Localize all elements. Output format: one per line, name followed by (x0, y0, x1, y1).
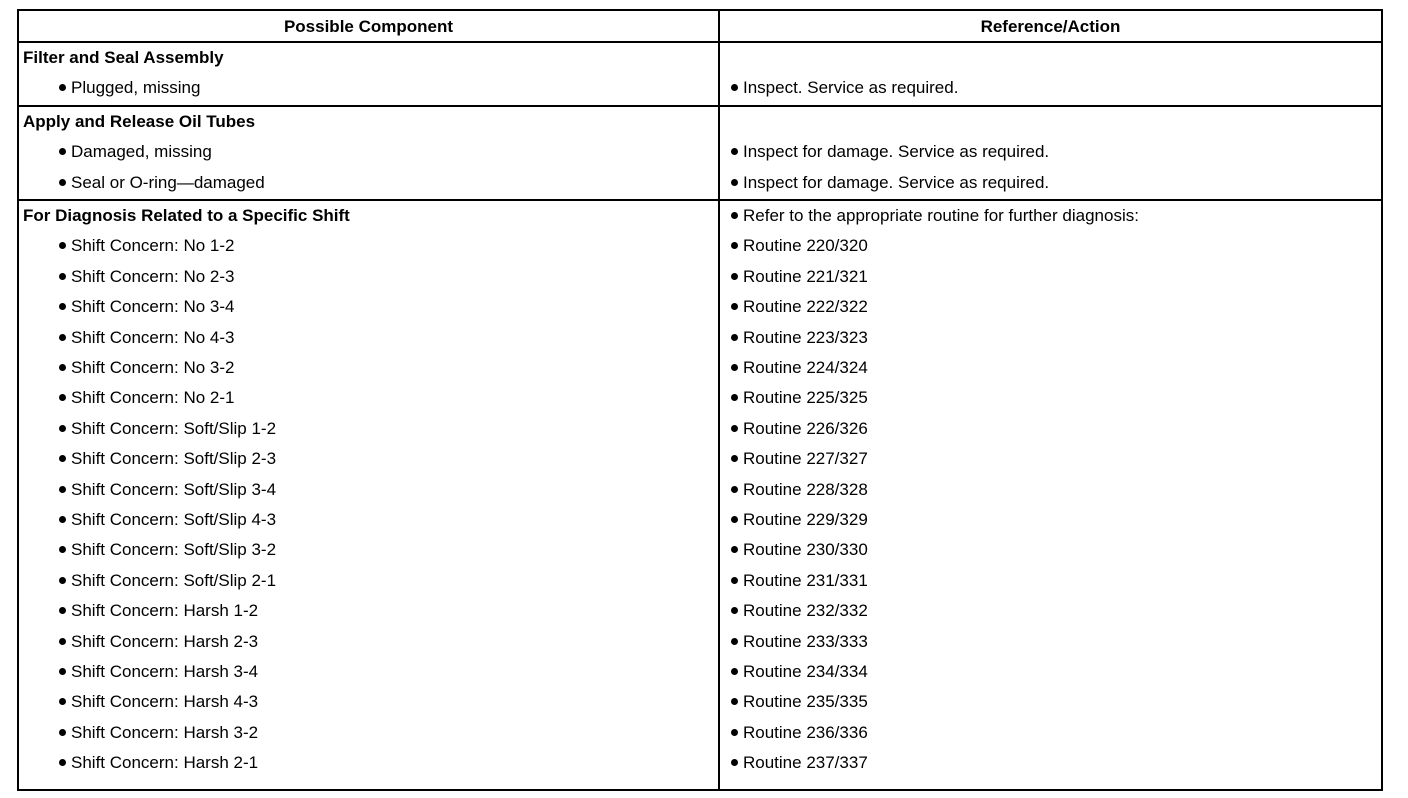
bullet-icon (59, 698, 66, 705)
action-cell (731, 292, 1381, 322)
action-cell (731, 505, 1381, 535)
bullet-icon (59, 577, 66, 584)
action-text: Routine 221/321 (743, 267, 868, 286)
table-row (19, 168, 1381, 198)
component-cell (23, 596, 749, 626)
diagnosis-table (17, 9, 1383, 791)
action-text: Inspect. Service as required. (743, 78, 959, 97)
component-text: Shift Concern: Soft/Slip 3-4 (71, 480, 277, 499)
component-text: Shift Concern: Harsh 2-3 (71, 632, 259, 651)
component-cell (23, 475, 749, 505)
component-text: Shift Concern: No 3-4 (71, 297, 235, 316)
action-text: Routine 228/328 (743, 480, 868, 499)
bullet-icon (731, 455, 738, 462)
bullet-icon (59, 516, 66, 523)
action-cell (731, 323, 1381, 353)
group-title: Filter and Seal Assembly (23, 48, 224, 67)
component-cell (23, 383, 749, 413)
component-cell (23, 73, 749, 103)
table-group (19, 43, 1381, 107)
component-cell (23, 566, 749, 596)
component-cell (23, 748, 749, 778)
component-cell (23, 444, 749, 474)
component-text: Shift Concern: No 2-1 (71, 388, 235, 407)
bullet-icon (59, 148, 66, 155)
table-row (19, 383, 1381, 413)
group-title: Apply and Release Oil Tubes (23, 112, 256, 131)
table-group (19, 201, 1381, 781)
bullet-icon (731, 425, 738, 432)
bullet-icon (59, 546, 66, 553)
bullet-icon (59, 84, 66, 91)
bullet-icon (731, 546, 738, 553)
action-cell (731, 748, 1381, 778)
component-text: Plugged, missing (71, 78, 201, 97)
component-text: Shift Concern: Harsh 2-1 (71, 753, 259, 772)
component-text: Shift Concern: No 4-3 (71, 328, 235, 347)
table-row (19, 353, 1381, 383)
action-cell (731, 231, 1381, 261)
table-row (19, 414, 1381, 444)
bullet-icon (59, 303, 66, 310)
table-group (19, 107, 1381, 201)
bullet-icon (731, 638, 738, 645)
table-row (19, 748, 1381, 778)
bullet-icon (731, 303, 738, 310)
bullet-icon (731, 148, 738, 155)
component-text: Shift Concern: Soft/Slip 2-1 (71, 571, 277, 590)
action-text: Routine 220/320 (743, 236, 868, 255)
table-row (19, 627, 1381, 657)
bullet-icon (731, 698, 738, 705)
action-text: Inspect for damage. Service as required. (743, 173, 1050, 192)
bullet-icon (731, 668, 738, 675)
action-text: Inspect for damage. Service as required. (743, 142, 1050, 161)
action-cell (731, 718, 1381, 748)
table-row (19, 323, 1381, 353)
action-text: Routine 222/322 (743, 297, 868, 316)
action-text: Routine 225/325 (743, 388, 868, 407)
bullet-icon (59, 668, 66, 675)
component-cell (23, 687, 749, 717)
component-cell (23, 414, 749, 444)
column-header-reference: Reference/Action (980, 17, 1121, 36)
action-text: Routine 229/329 (743, 510, 868, 529)
component-cell (23, 231, 749, 261)
component-cell (23, 505, 749, 535)
component-text: Shift Concern: Harsh 3-2 (71, 723, 259, 742)
bullet-icon (731, 729, 738, 736)
action-cell (731, 262, 1381, 292)
action-cell (731, 657, 1381, 687)
action-cell (731, 414, 1381, 444)
bullet-icon (731, 273, 738, 280)
action-text: Routine 233/333 (743, 632, 868, 651)
bullet-icon (59, 179, 66, 186)
component-cell (23, 323, 749, 353)
table-row (19, 718, 1381, 748)
component-text: Shift Concern: Soft/Slip 1-2 (71, 419, 277, 438)
action-cell (731, 353, 1381, 383)
group-title-action (731, 201, 1381, 231)
table-row (19, 596, 1381, 626)
action-cell (731, 535, 1381, 565)
table-row (19, 137, 1381, 167)
bullet-icon (731, 759, 738, 766)
bullet-icon (731, 212, 738, 219)
component-text: Shift Concern: No 1-2 (71, 236, 235, 255)
component-text: Shift Concern: Harsh 4-3 (71, 692, 259, 711)
bullet-icon (731, 364, 738, 371)
action-cell (731, 687, 1381, 717)
action-cell (731, 137, 1381, 167)
bullet-icon (731, 516, 738, 523)
bullet-icon (731, 394, 738, 401)
bullet-icon (59, 729, 66, 736)
component-cell (23, 262, 749, 292)
column-divider (718, 11, 720, 789)
group-title-row (19, 43, 1381, 73)
bullet-icon (59, 759, 66, 766)
component-text: Shift Concern: Harsh 3-4 (71, 662, 259, 681)
bullet-icon (731, 486, 738, 493)
action-cell (731, 168, 1381, 198)
bullet-icon (59, 486, 66, 493)
action-text: Routine 237/337 (743, 753, 868, 772)
table-row (19, 566, 1381, 596)
action-cell (731, 383, 1381, 413)
group-title-row (19, 201, 1381, 231)
table-row (19, 262, 1381, 292)
action-text: Routine 230/330 (743, 540, 868, 559)
table-row (19, 535, 1381, 565)
action-text: Routine 234/334 (743, 662, 868, 681)
bullet-icon (59, 638, 66, 645)
action-cell (731, 627, 1381, 657)
bullet-icon (59, 455, 66, 462)
bullet-icon (731, 577, 738, 584)
component-text: Damaged, missing (71, 142, 212, 161)
table-row (19, 73, 1381, 103)
component-cell (23, 535, 749, 565)
group-title: For Diagnosis Related to a Specific Shift (23, 206, 350, 225)
bullet-icon (731, 334, 738, 341)
component-cell (23, 718, 749, 748)
component-text: Shift Concern: Harsh 1-2 (71, 601, 259, 620)
action-text: Routine 223/323 (743, 328, 868, 347)
action-text: Routine 236/336 (743, 723, 868, 742)
table-row (19, 231, 1381, 261)
table-row (19, 292, 1381, 322)
action-cell (731, 475, 1381, 505)
component-text: Seal or O-ring—damaged (71, 173, 265, 192)
action-text: Routine 226/326 (743, 419, 868, 438)
component-cell (23, 168, 749, 198)
table-row (19, 444, 1381, 474)
action-cell (731, 596, 1381, 626)
column-header-component: Possible Component (283, 17, 454, 36)
component-text: Shift Concern: Soft/Slip 4-3 (71, 510, 277, 529)
group-title-action-text: Refer to the appropriate routine for further diagnosis: (743, 206, 1139, 225)
component-cell (23, 292, 749, 322)
table-header (19, 11, 1381, 43)
bullet-icon (731, 179, 738, 186)
table-row (19, 475, 1381, 505)
bullet-icon (731, 607, 738, 614)
bullet-icon (59, 273, 66, 280)
bullet-icon (59, 607, 66, 614)
component-text: Shift Concern: Soft/Slip 2-3 (71, 449, 277, 468)
table-row (19, 687, 1381, 717)
action-cell (731, 73, 1381, 103)
component-cell (23, 137, 749, 167)
action-cell (731, 444, 1381, 474)
action-text: Routine 224/324 (743, 358, 868, 377)
component-text: Shift Concern: Soft/Slip 3-2 (71, 540, 277, 559)
bullet-icon (59, 242, 66, 249)
component-cell (23, 353, 749, 383)
component-cell (23, 627, 749, 657)
bullet-icon (731, 242, 738, 249)
group-title-row (19, 107, 1381, 137)
action-text: Routine 232/332 (743, 601, 868, 620)
table-row (19, 657, 1381, 687)
table-row (19, 505, 1381, 535)
action-text: Routine 227/327 (743, 449, 868, 468)
bullet-icon (59, 394, 66, 401)
component-text: Shift Concern: No 2-3 (71, 267, 235, 286)
bullet-icon (59, 425, 66, 432)
action-cell (731, 566, 1381, 596)
bullet-icon (59, 334, 66, 341)
component-text: Shift Concern: No 3-2 (71, 358, 235, 377)
component-cell (23, 657, 749, 687)
bullet-icon (59, 364, 66, 371)
bullet-icon (731, 84, 738, 91)
action-text: Routine 235/335 (743, 692, 868, 711)
action-text: Routine 231/331 (743, 571, 868, 590)
